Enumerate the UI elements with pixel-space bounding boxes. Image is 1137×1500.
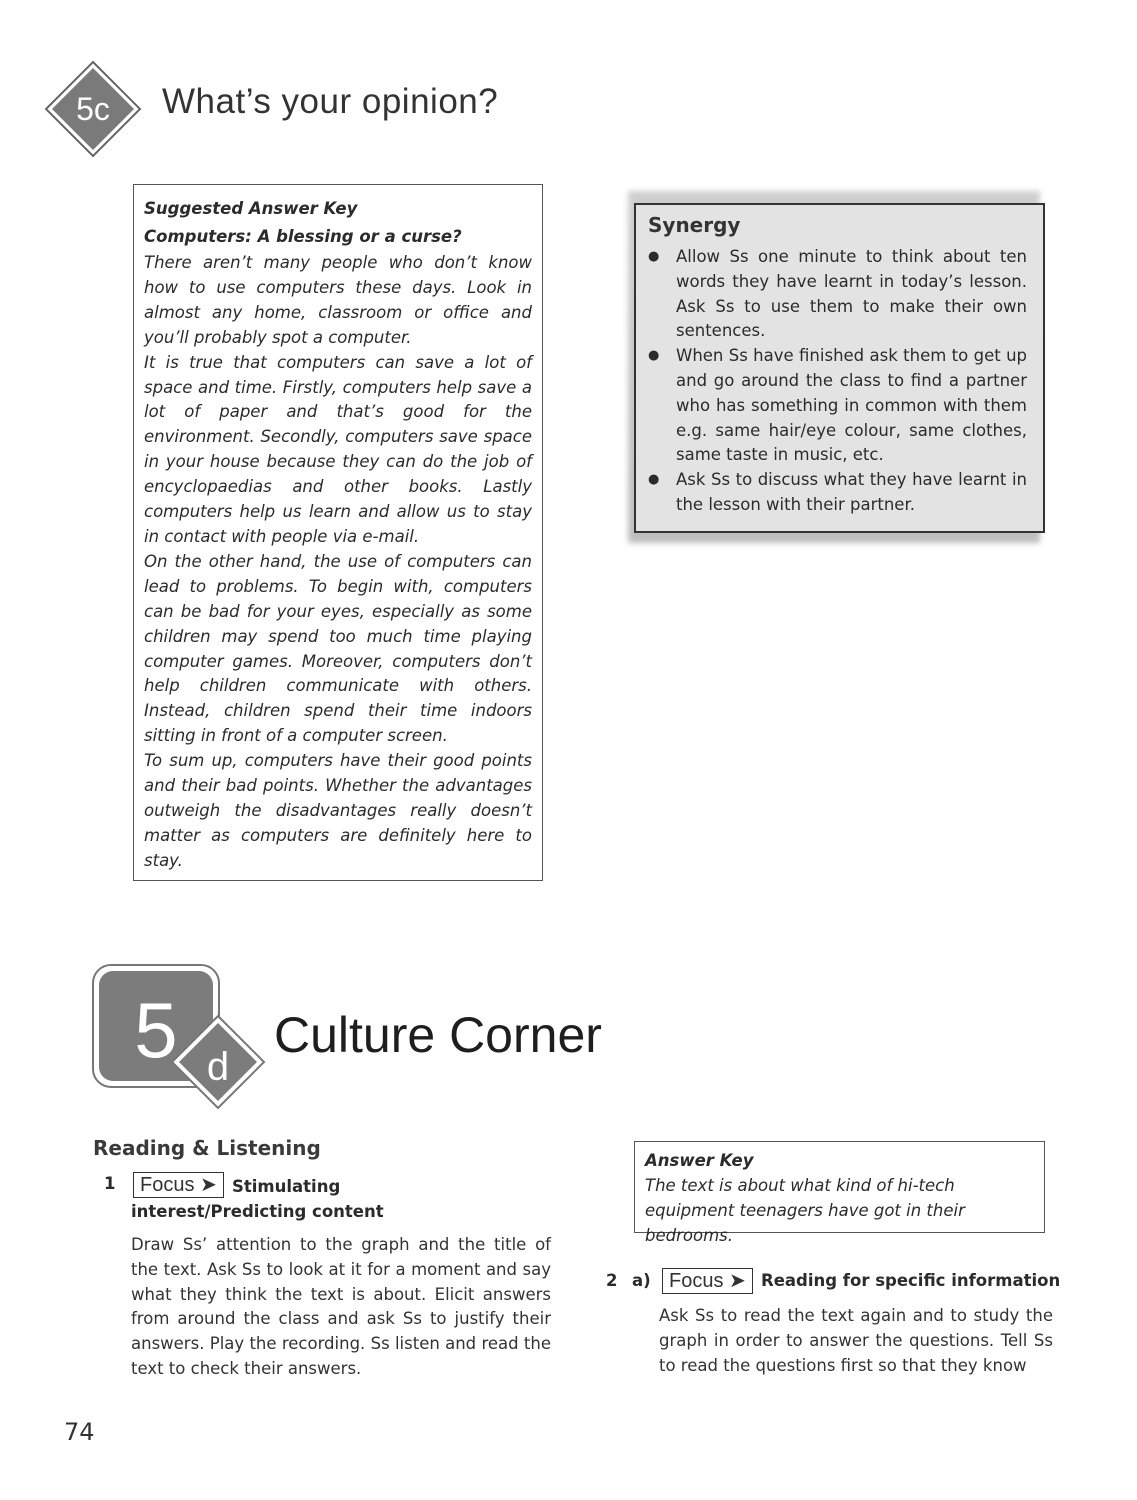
answer-key-heading: Answer Key bbox=[645, 1151, 754, 1170]
synergy-item: ● Allow Ss one minute to think about ten words they have learnt in today’s lesson. Ask Ss to use them to make their own sentences. bbox=[648, 245, 1027, 344]
section-5d-title: Culture Corner bbox=[274, 1007, 602, 1063]
answer-key-text: The text is about what kind of hi-tech equipment teenagers have got in their bedrooms. bbox=[645, 1176, 965, 1245]
answer-key-heading: Suggested Answer Key bbox=[144, 199, 358, 218]
synergy-heading: Synergy bbox=[648, 213, 741, 237]
section-5d-badge-number: 5 bbox=[134, 986, 178, 1074]
reading-listening-heading: Reading & Listening bbox=[93, 1136, 321, 1160]
essay-title: Computers: A blessing or a curse? bbox=[144, 227, 462, 246]
focus-tag: Focus ➤ bbox=[662, 1268, 753, 1294]
section-5d-badge-letter: d bbox=[206, 1045, 230, 1089]
answer-key-box bbox=[634, 1141, 1045, 1245]
task-1-text: Draw Ss’ attention to the graph and the title of the text. Ask Ss to look at it for a moment and say what they think the text is about. Elicit answers from around the class and ask Ss to justify their answers. Play the recording. Ss listen and read the text to check their answers. bbox=[131, 1235, 551, 1378]
task-1 bbox=[104, 1172, 554, 1378]
section-5c-title: What’s your opinion? bbox=[162, 82, 499, 121]
task-1-number: 1 bbox=[104, 1174, 116, 1193]
task-2-sub: a) bbox=[632, 1271, 651, 1290]
essay-paragraph: To sum up, computers have their good points and their bad points. Whether the advantages outweigh the disadvantages really doesn’t matter as computers are definitely here to stay. bbox=[144, 751, 532, 870]
section-5c-badge bbox=[44, 60, 142, 158]
synergy-item: ● When Ss have finished ask them to get up and go around the class to find a partner who has something in common with them e.g. same hair/eye colour, same clothes, same taste in music, etc. bbox=[648, 344, 1027, 468]
page-number: 74 bbox=[64, 1418, 95, 1446]
section-5d-badge bbox=[90, 962, 268, 1112]
section-5c-badge-text: 5c bbox=[76, 91, 110, 127]
essay-paragraph: There aren’t many people who don’t know how to use computers these days. Look in almost any home, classroom or office and you’ll probably spot a computer. bbox=[144, 253, 532, 347]
synergy-item: ● Ask Ss to discuss what they have learnt in the lesson with their partner. bbox=[648, 468, 1027, 518]
suggested-answer-key-box bbox=[133, 184, 543, 881]
task-2-text: Ask Ss to read the text again and to study the graph in order to answer the questions. Tell Ss to read the questions first so that they know bbox=[659, 1306, 1053, 1375]
essay-paragraph: On the other hand, the use of computers can lead to problems. To begin with, computers can be bad for your eyes, especially as some children may spend too much time playing computer games. Moreover, computers don’t help children communicate with others. Instead, children spend their time indoors sitting in front of a computer screen. bbox=[144, 551, 532, 746]
task-2-focus-label: Reading for specific information bbox=[761, 1271, 1061, 1290]
synergy-box bbox=[634, 203, 1045, 533]
task-1-focus-label: Stimulating interest/Predicting content bbox=[131, 1177, 384, 1221]
task-2-number: 2 bbox=[606, 1271, 618, 1290]
synergy-list bbox=[648, 245, 1027, 518]
focus-tag: Focus ➤ bbox=[133, 1172, 224, 1198]
essay-paragraph: It is true that computers can save a lot of space and time. Firstly, computers help save a lot of paper and that’s good for the environment. Secondly, computers save space in your house because they can do the job of encyclopaedias and other books. Lastly computers help us learn and allow us to stay in contact with people via e-mail. bbox=[144, 352, 532, 546]
